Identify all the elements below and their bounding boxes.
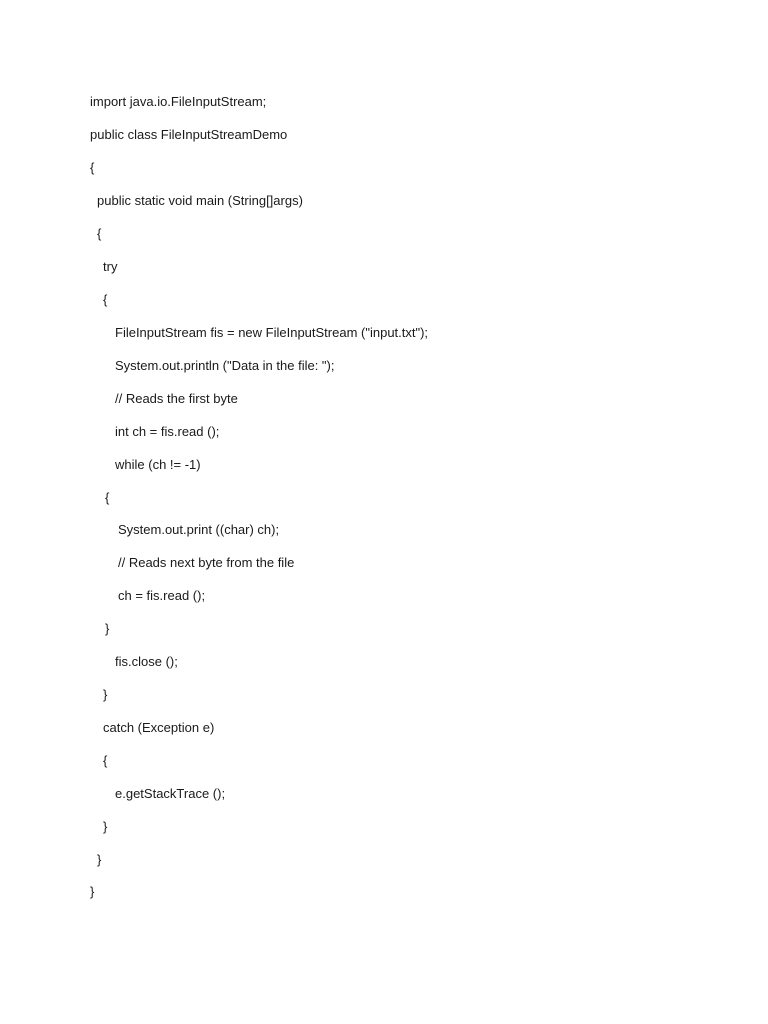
code-line-read-next: ch = fis.read (); — [118, 588, 206, 603]
code-line-class-open-brace: { — [90, 160, 95, 175]
code-line-comment-first-byte: // Reads the first byte — [115, 391, 238, 406]
code-line-catch-open-brace: { — [103, 753, 108, 768]
code-line-catch-close-brace: } — [103, 819, 108, 834]
code-line-while-close-brace: } — [105, 621, 110, 636]
code-line-print-char: System.out.print ((char) ch); — [118, 522, 280, 537]
code-line-println: System.out.println ("Data in the file: "); — [115, 358, 335, 373]
code-line-catch: catch (Exception e) — [103, 720, 215, 735]
code-line-comment-next-byte: // Reads next byte from the file — [118, 555, 295, 570]
code-line-while-open-brace: { — [105, 490, 110, 505]
code-line-try-close-brace: } — [103, 687, 108, 702]
code-line-stack-trace: e.getStackTrace (); — [115, 786, 226, 801]
code-line-class-close-brace: } — [90, 884, 95, 899]
code-line-main-method: public static void main (String[]args) — [97, 193, 303, 208]
code-line-try-open-brace: { — [103, 292, 108, 307]
code-line-stream-init: FileInputStream fis = new FileInputStream ("input.txt"); — [115, 325, 429, 340]
code-line-main-close-brace: } — [97, 852, 102, 867]
code-line-while: while (ch != -1) — [115, 457, 201, 472]
code-line-try: try — [103, 259, 118, 274]
code-line-read-first: int ch = fis.read (); — [115, 424, 220, 439]
code-line-close-stream: fis.close (); — [115, 654, 178, 669]
code-line-class-declaration: public class FileInputStreamDemo — [90, 127, 288, 142]
code-line-main-open-brace: { — [97, 226, 102, 241]
code-line-import: import java.io.FileInputStream; — [90, 94, 267, 109]
